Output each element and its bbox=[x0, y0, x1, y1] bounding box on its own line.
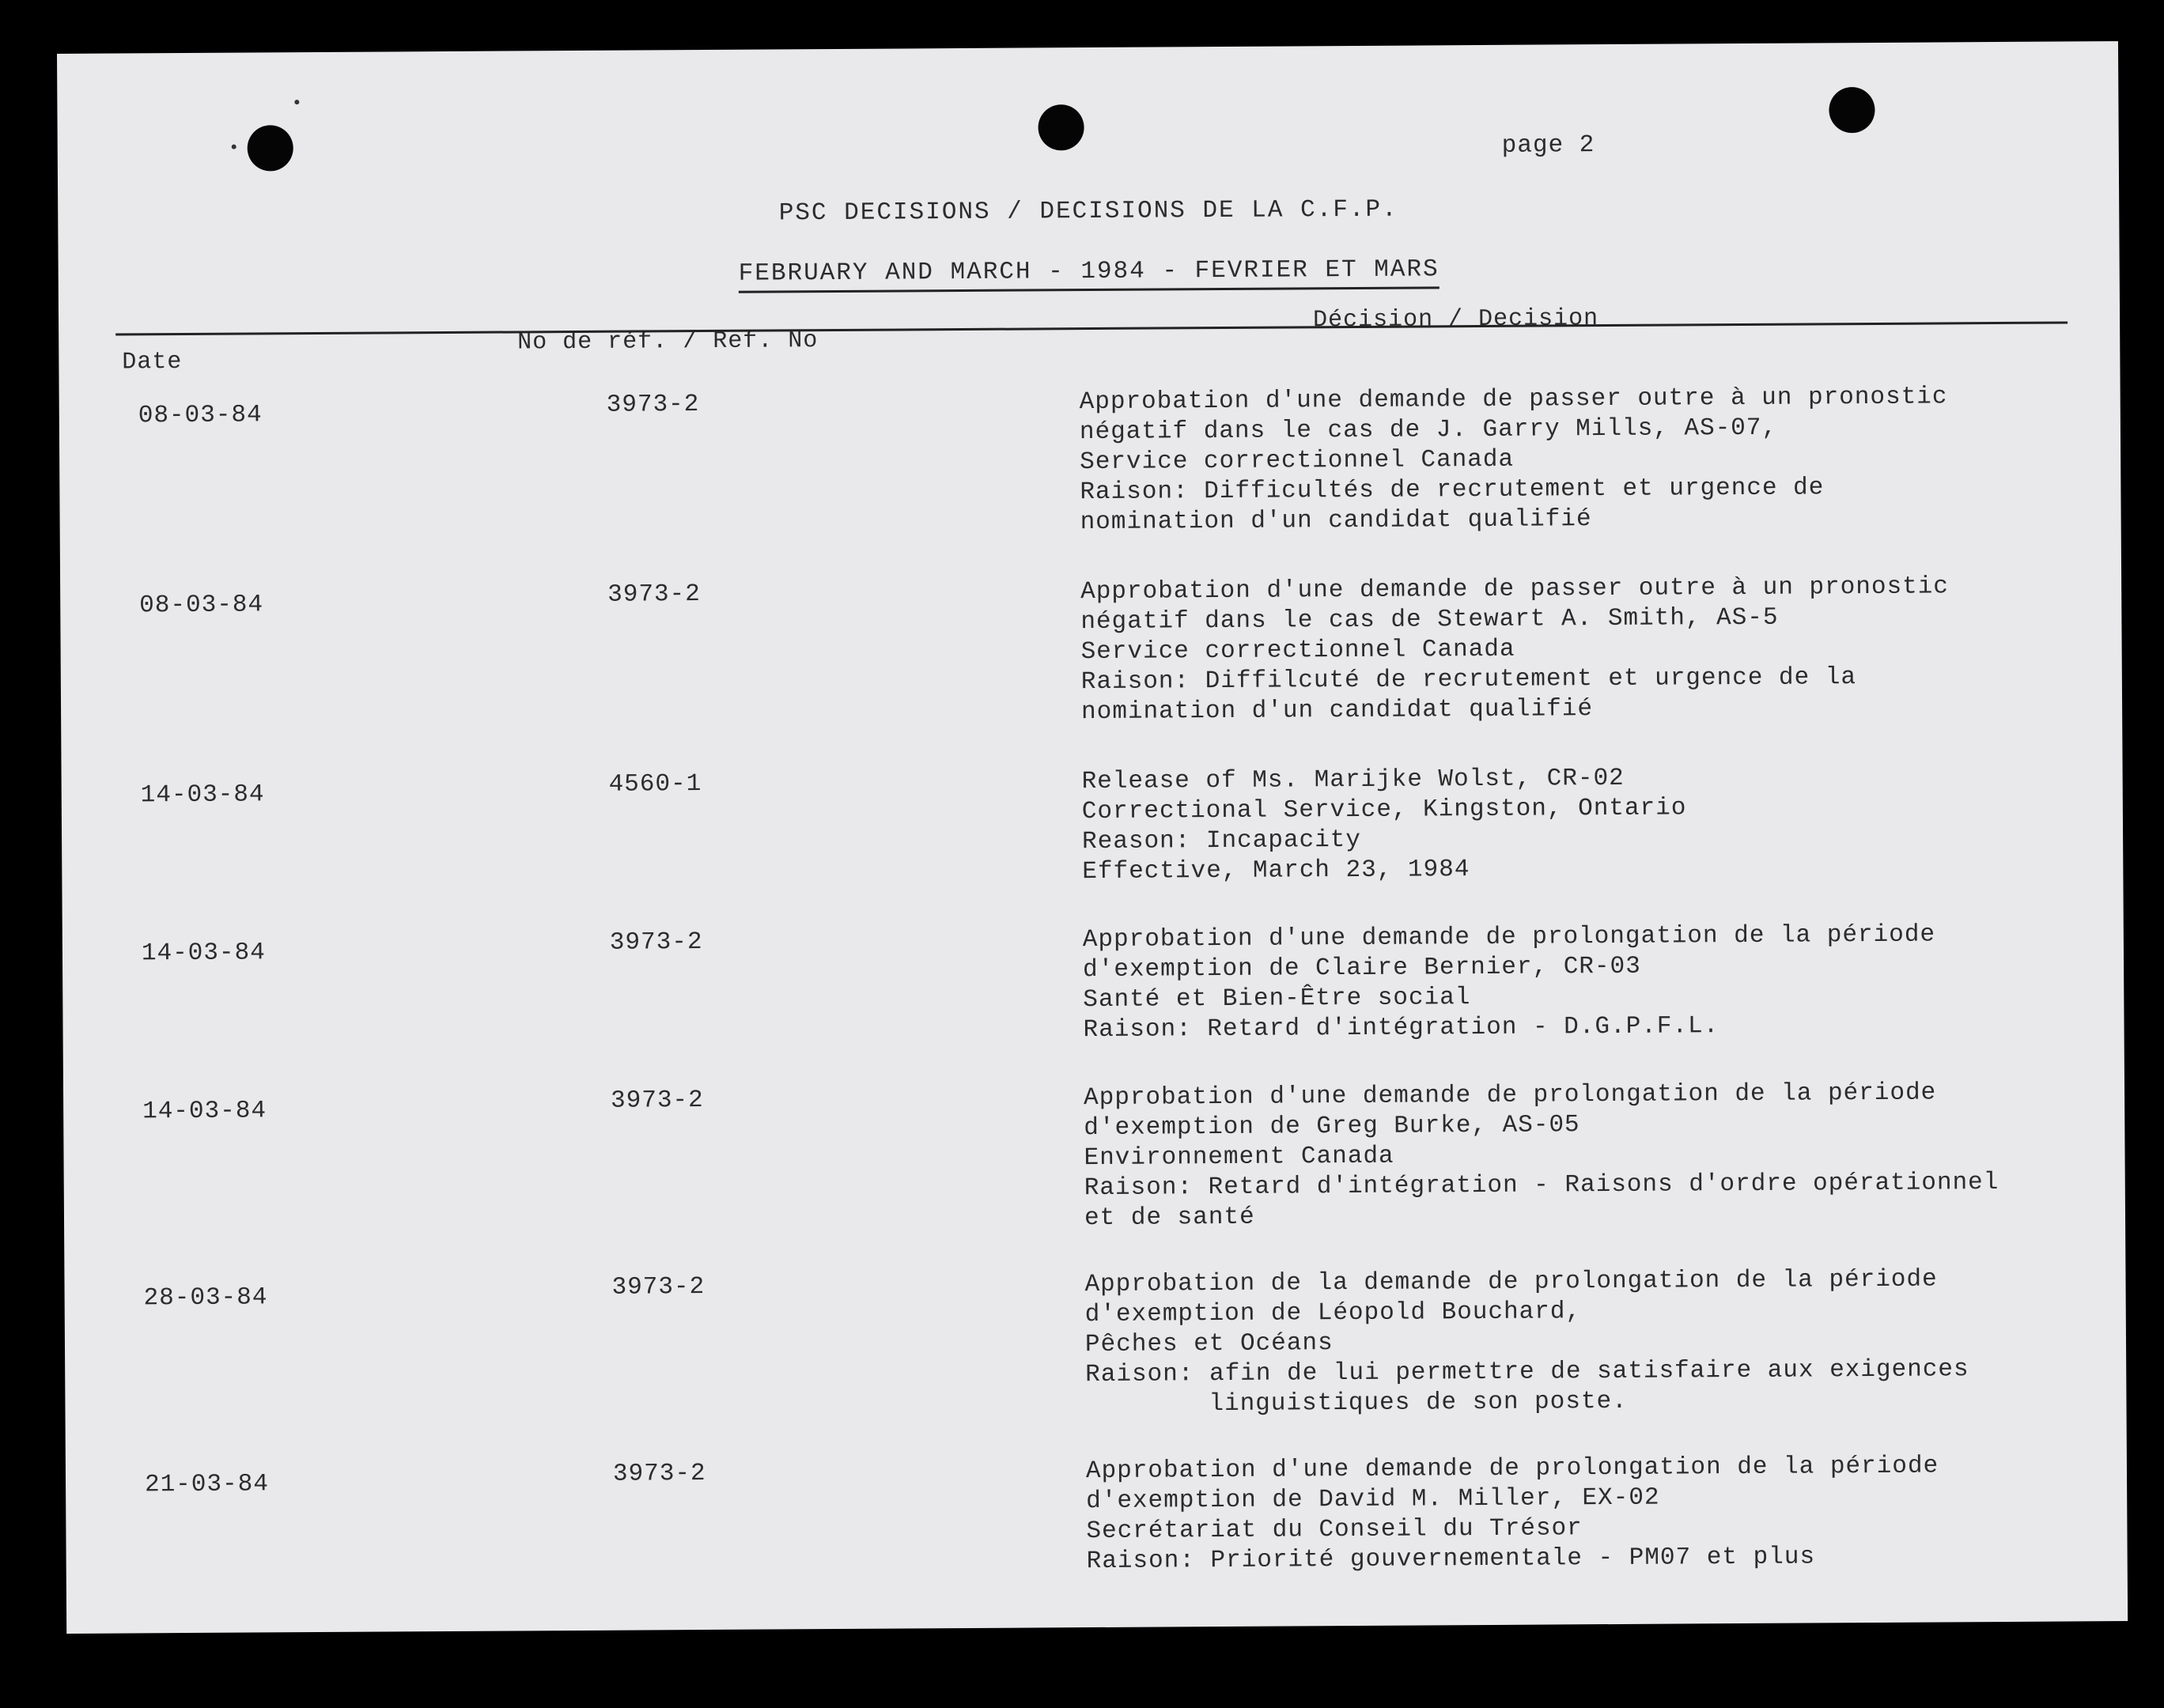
speck bbox=[232, 145, 236, 149]
entry-row bbox=[60, 571, 2121, 727]
decision-line: Approbation d'une demande de passer outre à un pronostic bbox=[1080, 572, 1950, 606]
decision-line: Approbation de la demande de prolongation de la période bbox=[1084, 1265, 1938, 1299]
entry-decision bbox=[1084, 1077, 2113, 1234]
entry-decision bbox=[1080, 571, 2109, 727]
decision-line: négatif dans le cas de J. Garry Mills, AS-07, bbox=[1079, 414, 1778, 447]
entry-row bbox=[59, 381, 2120, 537]
decision-line: Service correctionnel Canada bbox=[1080, 445, 1515, 477]
column-header-decision: Décision / Decision bbox=[1312, 305, 1599, 334]
entry-decision bbox=[1084, 1264, 2113, 1420]
column-header-ref: No de réf. / Ref. No bbox=[517, 327, 819, 357]
entry-row bbox=[66, 1450, 2127, 1576]
decision-line: Environnement Canada bbox=[1084, 1142, 1394, 1173]
entry-date: 21-03-84 bbox=[144, 1470, 269, 1499]
decision-line: Approbation d'une demande de prolongation de la période bbox=[1083, 1079, 1937, 1113]
decision-line: Raison: Retard d'intégration - Raisons d'ordre opérationnel bbox=[1084, 1169, 1999, 1203]
decision-line: linguistiques de son poste. bbox=[1209, 1387, 1628, 1419]
decision-line: Approbation d'une demande de prolongation de la période bbox=[1085, 1452, 1939, 1486]
decision-line: Correctional Service, Kingston, Ontario bbox=[1081, 794, 1687, 826]
entry-row bbox=[62, 919, 2124, 1045]
entry-decision bbox=[1082, 761, 2111, 887]
page-number: page 2 bbox=[1501, 131, 1595, 160]
decision-line: d'exemption de Claire Bernier, CR-03 bbox=[1082, 952, 1641, 984]
decision-line: Pêches et Océans bbox=[1084, 1329, 1334, 1359]
decision-line: négatif dans le cas de Stewart A. Smith, AS-5 bbox=[1080, 603, 1779, 637]
decision-line: Approbation d'une demande de passer outre à un pronostic bbox=[1079, 383, 1948, 417]
punch-hole-center bbox=[1038, 104, 1084, 150]
entry-row bbox=[63, 1077, 2124, 1233]
decision-line: Effective, March 23, 1984 bbox=[1082, 856, 1470, 886]
decision-line: Secrétariat du Conseil du Trésor bbox=[1086, 1514, 1583, 1546]
decision-line: nomination d'un candidat qualifié bbox=[1081, 695, 1594, 727]
decision-line: Raison: Priorité gouvernementale - PM07 et plus bbox=[1086, 1543, 1816, 1576]
document-title: PSC DECISIONS / DECISIONS DE LA C.F.P. bbox=[778, 195, 1398, 228]
subtitle-text: FEBRUARY AND MARCH - 1984 - FEVRIER ET MARS bbox=[739, 255, 1440, 293]
decision-line: et de santé bbox=[1084, 1203, 1255, 1233]
entry-decision bbox=[1083, 919, 2112, 1045]
entry-ref: 4560-1 bbox=[608, 770, 702, 799]
document-page bbox=[57, 41, 2128, 1634]
punch-hole-right bbox=[1829, 87, 1875, 133]
header-rule bbox=[115, 321, 2068, 335]
entry-date: 08-03-84 bbox=[138, 401, 263, 430]
decision-line: Approbation d'une demande de prolongation de la période bbox=[1082, 920, 1936, 954]
entry-ref: 3973-2 bbox=[607, 580, 701, 609]
decision-line: Reason: Incapacity bbox=[1082, 826, 1362, 856]
decision-line: Raison: Difficultés de recrutement et urgence de bbox=[1080, 474, 1825, 507]
entry-ref: 3973-2 bbox=[609, 928, 703, 957]
decision-line: d'exemption de Greg Burke, AS-05 bbox=[1084, 1111, 1580, 1143]
entry-date: 28-03-84 bbox=[143, 1283, 268, 1313]
entry-ref: 3973-2 bbox=[606, 391, 700, 419]
decision-line: Raison: Retard d'intégration - D.G.P.F.L. bbox=[1083, 1012, 1719, 1045]
decision-line: Santé et Bien-Être social bbox=[1083, 984, 1471, 1015]
entry-decision bbox=[1086, 1450, 2115, 1577]
decision-line: Release of Ms. Marijke Wolst, CR-02 bbox=[1081, 764, 1625, 796]
decision-line: d'exemption de Léopold Bouchard, bbox=[1084, 1298, 1582, 1329]
decision-line: nomination d'un candidat qualifié bbox=[1080, 505, 1592, 537]
document-subtitle bbox=[59, 251, 2120, 292]
decision-line: d'exemption de David M. Miller, EX-02 bbox=[1086, 1483, 1660, 1516]
entry-date: 14-03-84 bbox=[142, 1097, 267, 1126]
entry-date: 08-03-84 bbox=[139, 591, 264, 620]
entry-decision bbox=[1080, 381, 2109, 538]
column-header-date: Date bbox=[122, 349, 183, 376]
entry-date: 14-03-84 bbox=[140, 780, 265, 810]
punch-hole-left bbox=[248, 125, 293, 171]
speck bbox=[294, 100, 299, 104]
entry-ref: 3973-2 bbox=[610, 1086, 704, 1115]
decision-line: Service correctionnel Canada bbox=[1080, 635, 1515, 667]
decision-line: Raison: Diffilcuté de recrutement et urgence de la bbox=[1080, 663, 1857, 697]
entry-row bbox=[62, 761, 2123, 886]
decision-line: Raison: afin de lui permettre de satisfaire aux exigences bbox=[1085, 1355, 1969, 1389]
entry-date: 14-03-84 bbox=[141, 939, 266, 968]
entry-ref: 3973-2 bbox=[612, 1460, 706, 1488]
entry-row bbox=[64, 1264, 2125, 1419]
entry-ref: 3973-2 bbox=[611, 1273, 706, 1302]
